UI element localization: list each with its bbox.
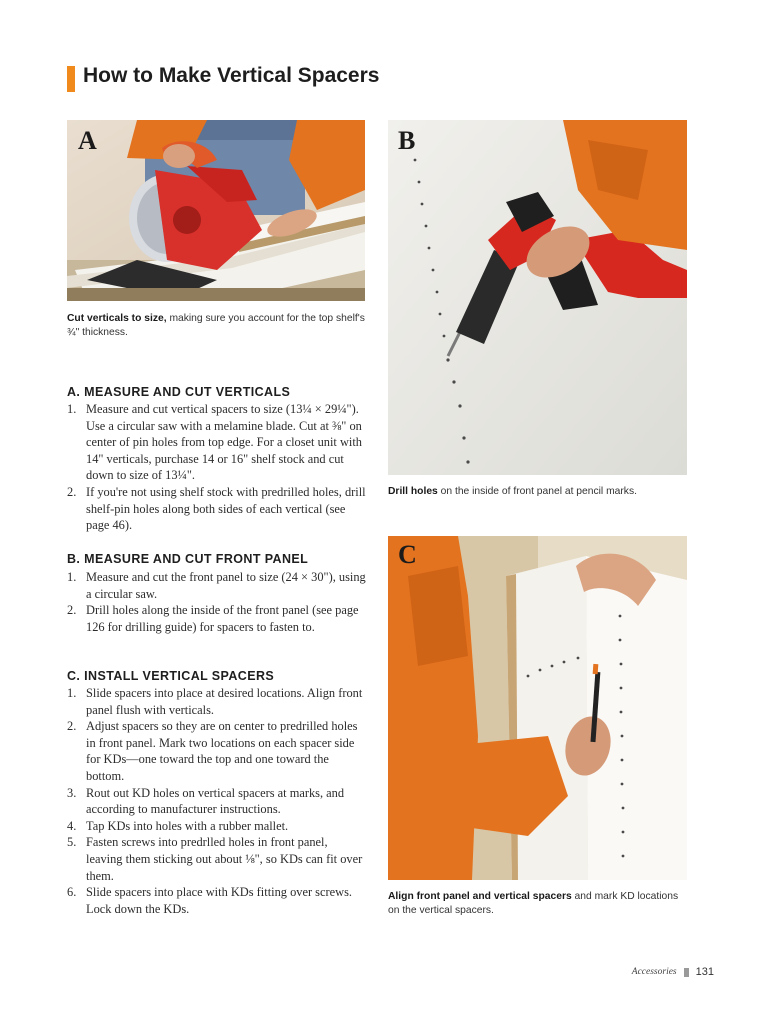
step-number: 1. (67, 686, 77, 700)
page-footer (632, 966, 714, 978)
list-item (67, 718, 367, 784)
list-item (67, 602, 367, 635)
section-a-heading: A. MEASURE AND CUT VERTICALS (67, 385, 291, 399)
step-number: 6. (67, 885, 77, 900)
photo-b-caption (388, 485, 687, 499)
step-text: Slide spacers into place with KDs fitting over screws. Lock down the KDs. (86, 885, 352, 916)
marking-illustration (388, 536, 687, 880)
step-number: 4. (67, 818, 77, 833)
section-b-steps (67, 569, 367, 635)
photo-a-caption-text: making sure you account for the top shelf's ¾" thickness. (67, 313, 365, 338)
step-text: Measure and cut vertical spacers to size (13¼ × 29¼"). Use a circular saw with a melamine blade. Cut at ⅜" on center of pin holes from top edge. For a closet unit with 14" verticals, purchase 14 or 16" shelf stock and cut down to size of 13¼". (86, 402, 362, 483)
photo-c-caption (388, 890, 687, 918)
photo-a (67, 120, 365, 301)
section-a-steps (67, 401, 367, 534)
list-item (67, 401, 367, 484)
step-number: 2. (67, 484, 77, 499)
list-item (67, 884, 367, 917)
photo-b-caption-bold: Drill holes (388, 486, 438, 497)
section-c-steps (67, 685, 367, 917)
step-text: Rout out KD holes on vertical spacers at marks, and according to manufacturer instructions. (86, 785, 345, 817)
list-item (67, 569, 367, 602)
list-item (67, 484, 367, 534)
list-item (67, 785, 367, 818)
footer-divider (684, 968, 689, 977)
photo-c (388, 536, 687, 880)
photo-b-label: B (398, 126, 416, 155)
list-item (67, 685, 367, 718)
step-text: If you're not using shelf stock with predrilled holes, drill shelf-pin holes along both sides of each vertical (see page 46). (86, 484, 366, 533)
step-number: 2. (67, 603, 77, 618)
photo-a-caption-bold: Cut verticals to size, (67, 313, 167, 324)
photo-a-label: A (78, 126, 97, 155)
page-title: How to Make Vertical Spacers (83, 64, 380, 87)
section-b-heading: B. MEASURE AND CUT FRONT PANEL (67, 552, 309, 566)
photo-a-caption (67, 312, 365, 340)
photo-b (388, 120, 687, 475)
step-number: 3. (67, 785, 77, 800)
step-text: Fasten screws into predrlled holes in front panel, leaving them sticking out about ⅛", so KDs can fit over them. (86, 835, 363, 883)
photo-c-caption-text: and mark KD locations on the vertical spacers. (388, 891, 679, 916)
list-item (67, 818, 367, 835)
step-text: Slide spacers into place at desired locations. Align front panel flush with verticals. (86, 686, 363, 717)
drill-illustration (388, 120, 687, 475)
photo-b-caption-text: on the inside of front panel at pencil marks. (437, 486, 637, 497)
title-accent-bar (67, 66, 75, 92)
step-number: 5. (67, 835, 77, 850)
list-item (67, 834, 367, 884)
page-number: 131 (695, 966, 714, 978)
step-text: Measure and cut the front panel to size (24 × 30"), using a circular saw. (86, 570, 366, 601)
step-text: Adjust spacers so they are on center to predrilled holes in front panel. Mark two locations on each spacer side for KDs—one toward the top and one toward the bottom. (86, 719, 358, 783)
circular-saw-illustration (67, 120, 365, 301)
photo-c-caption-bold: Align front panel and vertical spacers (388, 891, 572, 902)
step-number: 1. (67, 402, 77, 416)
step-number: 2. (67, 719, 77, 734)
photo-c-label: C (398, 540, 417, 569)
footer-section-name: Accessories (631, 967, 677, 977)
step-text: Tap KDs into holes with a rubber mallet. (86, 818, 289, 833)
section-c-heading: C. INSTALL VERTICAL SPACERS (67, 669, 275, 683)
step-number: 1. (67, 570, 77, 584)
step-text: Drill holes along the inside of the front panel (see page 126 for drilling guide) for spacers to fasten to. (86, 603, 359, 634)
